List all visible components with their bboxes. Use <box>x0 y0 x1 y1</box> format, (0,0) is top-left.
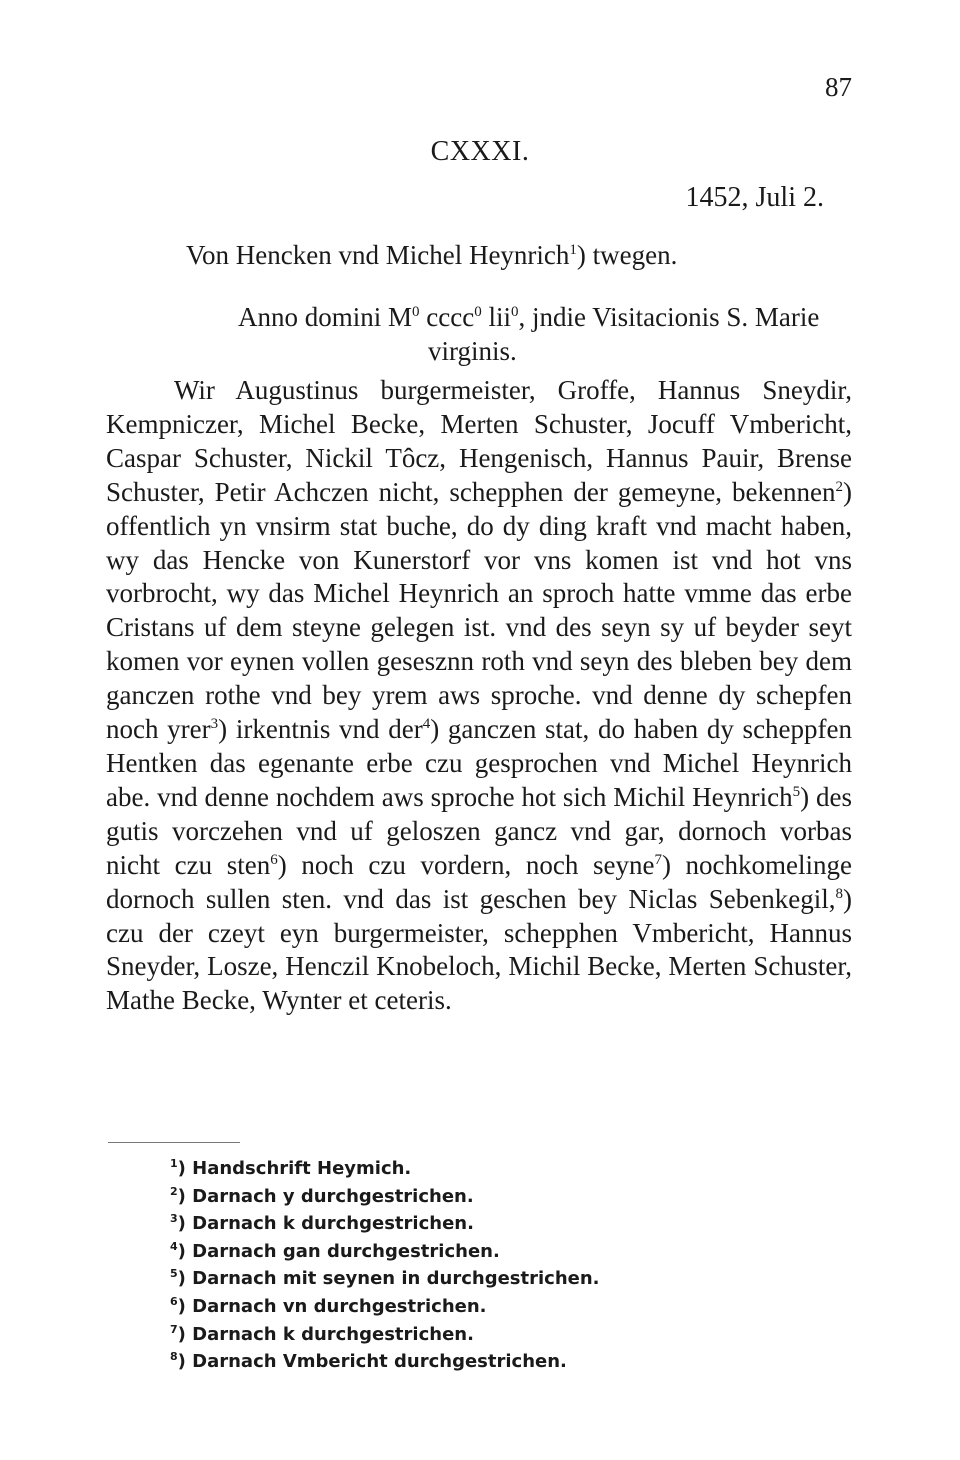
text-segment: ) czu der czeyt eyn burgermeister, schepphen Vmbericht, Hannus Sneyder, Losze, Henczil Knobeloch, Michil Becke, Merten Schuster, Mathe Becke, Wynter et ceteris. <box>106 883 852 1016</box>
superscript-o: 0 <box>412 304 420 320</box>
dating-text: , jndie Visitacionis S. Marie <box>518 302 820 332</box>
footnote-text: ) Handschrift Heymich. <box>177 1158 412 1179</box>
text-segment: ) noch czu vordern, noch seyne <box>277 849 655 880</box>
footnote-text: ) Darnach k durchgestrichen. <box>177 1213 474 1235</box>
superscript-o: 0 <box>474 304 482 320</box>
footnote-mark: 1 <box>170 1157 178 1170</box>
footnote-1 <box>170 1155 770 1183</box>
footnotes-list <box>170 1155 770 1376</box>
footnote-mark: 8 <box>170 1350 178 1364</box>
title-text: ) twegen. <box>576 240 678 270</box>
footnote-ref[interactable]: 8 <box>835 885 843 902</box>
text-segment: ) irkentnis vnd der <box>218 714 423 745</box>
footnote-ref[interactable]: 1 <box>569 242 577 258</box>
dating-text: lii <box>481 302 511 332</box>
footnote-2 <box>170 1183 770 1211</box>
footnote-7 <box>170 1321 770 1349</box>
document-title <box>186 240 786 271</box>
document-number: CXXXI. <box>430 136 530 167</box>
footnote-ref[interactable]: 3 <box>210 716 219 733</box>
page-number: 87 <box>825 72 852 102</box>
footnote-6 <box>170 1293 770 1321</box>
superscript-o: 0 <box>510 304 519 320</box>
footnote-ref[interactable]: 6 <box>270 851 278 868</box>
text-segment: ) ganczen stat, do haben dy scheppfen Hentken das egenante erbe czu gesprochen vnd Michel Heynrich abe. vnd denne nochdem aws sproche hot sich Michil Heynrich <box>106 714 853 812</box>
text-segment: ) offentlich yn vnsirm stat buche, do dy ding kraft vnd macht haben, wy das Hencke von Kunerstorf vor vns komen ist vnd hot vns vorbrocht, wy das Michel Heynrich an sproch hatte vmme das erbe Cristans uf dem steyne gelegen ist. vnd des seyn sy uf beyder seyt komen vor eynen vollen gesesznn roth vnd seyn des bleben bey dem ganczen rothe vnd bey yrem aws sproche. vnd denne dy schepfen noch yrer <box>106 476 852 745</box>
footnote-5 <box>170 1265 770 1293</box>
title-text: Von Hencken vnd Michel Heynrich <box>186 240 570 270</box>
footnote-mark: 3 <box>170 1212 178 1226</box>
footnote-mark: 5 <box>170 1267 178 1281</box>
footnote-mark: 2 <box>170 1184 178 1198</box>
footnote-4 <box>170 1238 770 1266</box>
footnote-ref[interactable]: 2 <box>835 478 843 495</box>
footnote-mark: 4 <box>170 1239 178 1253</box>
footnote-divider <box>108 1142 240 1143</box>
footnote-text: ) Darnach vn durchgestrichen. <box>177 1295 487 1317</box>
footnote-3 <box>170 1210 770 1238</box>
footnote-8 <box>170 1348 770 1376</box>
dating-text: Anno domini M <box>238 302 413 332</box>
text-segment: ) des gutis vorczehen vnd uf geloszen gancz vnd gar, dornoch vorbas nicht czu sten <box>106 781 853 880</box>
footnote-text: ) Darnach gan durchgestrichen. <box>177 1240 500 1262</box>
dating-text: virginis. <box>428 336 517 366</box>
dating-text: cccc <box>419 302 475 332</box>
footnote-mark: 7 <box>170 1322 178 1336</box>
footnote-text: ) Darnach k durchgestrichen. <box>177 1323 474 1345</box>
footnote-ref[interactable]: 5 <box>792 783 801 800</box>
charter-text <box>106 374 852 1018</box>
footnote-text: ) Darnach y durchgestrichen. <box>177 1185 474 1207</box>
text-segment: ) nochkomelinge dornoch sullen sten. vnd das ist geschen bey Niclas Sebenkegil, <box>106 849 853 914</box>
footnote-text: ) Darnach mit seynen in durchgestrichen. <box>177 1268 600 1290</box>
document-date: 1452, Juli 2. <box>685 182 824 213</box>
text-segment: Wir Augustinus burgermeister, Groffe, Hannus Sneydir, Kempniczer, Michel Becke, Merten Schuster, Jocuff Vmbericht, Caspar Schuster, Nickil Tôcz, Hengenisch, Hannus Pauir, Brense Schuster, Petir Achczen nicht, schepphen der gemeyne, bekennen <box>106 375 852 507</box>
footnote-mark: 6 <box>170 1294 178 1308</box>
footnote-ref[interactable]: 4 <box>422 716 431 733</box>
footnote-ref[interactable]: 7 <box>654 851 662 868</box>
dating-clause <box>238 300 838 368</box>
footnote-text: ) Darnach Vmbericht durchgestrichen. <box>177 1351 567 1373</box>
